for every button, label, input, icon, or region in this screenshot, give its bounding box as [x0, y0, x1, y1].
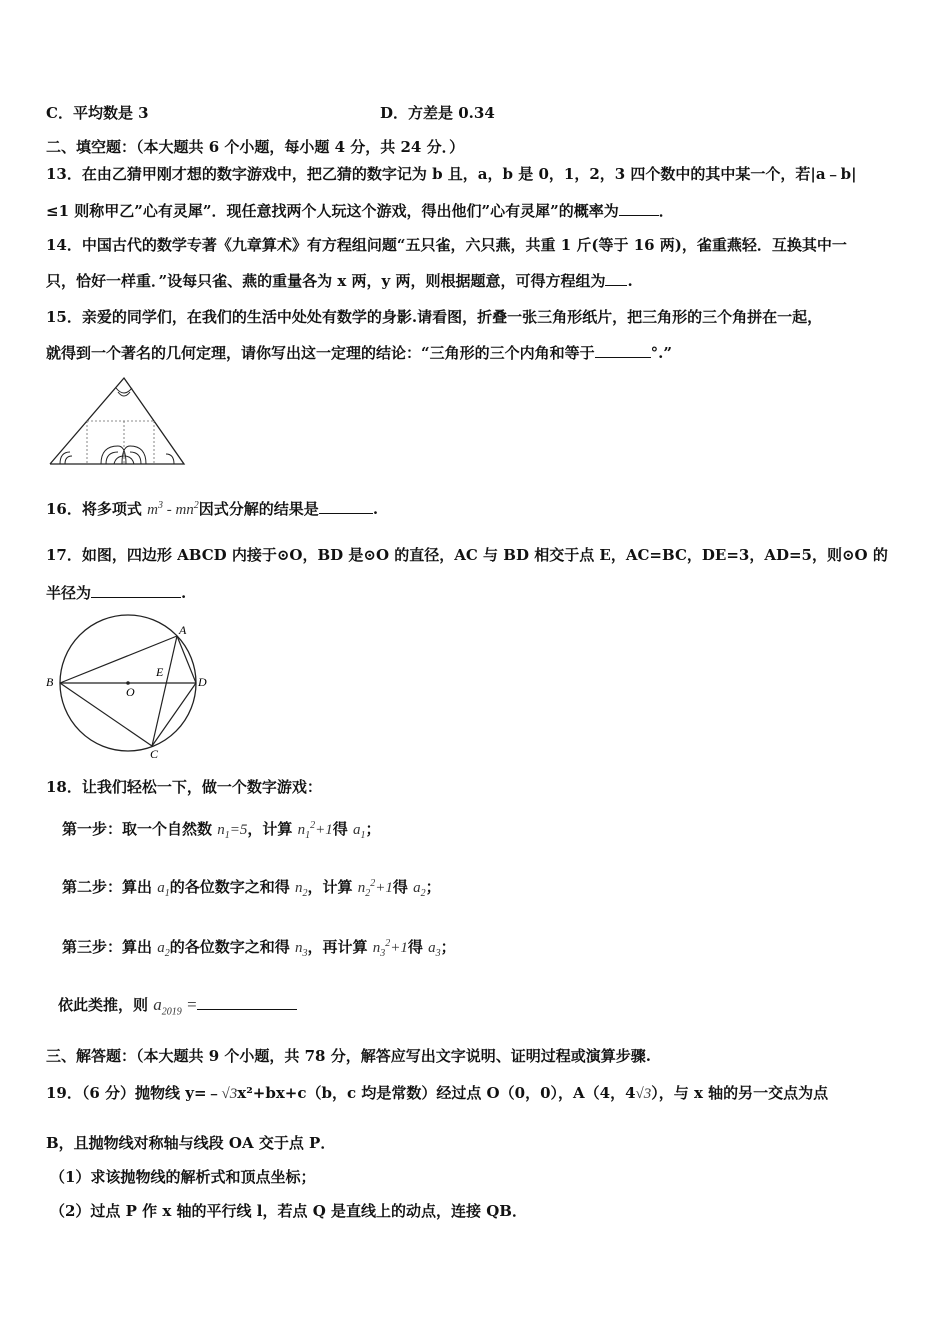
- fold-lines: [87, 421, 154, 464]
- q18-step3: 第三步：算出 $a_2$的各位数字之和得 $n_3$，再计算 $n_3^2+1$得 $a_3$；: [62, 938, 456, 959]
- q18-intro: 18．让我们轻松一下，做一个数字游戏：: [46, 778, 322, 796]
- q17-line2: 半径为 .: [46, 584, 187, 602]
- answer-blank: [595, 343, 651, 358]
- sqrt-3: √3: [221, 1086, 238, 1102]
- label-o: O: [126, 685, 135, 699]
- section-solution-heading: 三、解答题：（本大题共 9 个小题，共 78 分，解答应写出文字说明、证明过程或演算步骤.: [46, 1047, 651, 1065]
- q19-part1: （1）求该抛物线的解析式和顶点坐标；: [50, 1168, 316, 1186]
- q17-line1: 17．如图，四边形 ABCD 内接于⊙O，BD 是⊙O 的直径，AC 与 BD 相交于点 E，AC=BC，DE=3，AD=5，则⊙O 的: [46, 546, 888, 564]
- answer-blank: [319, 499, 373, 514]
- q19-line1: 19．（6 分）抛物线 y=﹣√3x²+bx+c（b，c 均是常数）经过点 O（0，0），A（4，4√3），与 x 轴的另一交点为点: [46, 1084, 829, 1102]
- q13-line2: ≤1 则称甲乙”心有灵犀”．现任意找两个人玩这个游戏，得出他们”心有灵犀”的概率为 ．: [46, 202, 674, 220]
- q16-line: 16．将多项式 $m^3 - mn^2$因式分解的结果是 .: [46, 500, 379, 518]
- q18-step2: 第二步：算出 $a_1$的各位数字之和得 $n_2$，计算 $n_2^2+1$得 $a_2$；: [62, 878, 441, 899]
- option-c: C．平均数是 3: [46, 104, 149, 122]
- label-b: B: [46, 675, 54, 689]
- option-d: D．方差是 0.34: [380, 104, 495, 122]
- q18-final: 依此类推，则 $a_{2019}$ =: [58, 994, 297, 1017]
- q14-line1: 14．中国古代的数学专著《九章算术》有方程组问题“五只雀，六只燕，共重 1 斤(等于 16 两)，雀重燕轻．互换其中一: [46, 236, 847, 254]
- circle-quadrilateral-figure: [40, 612, 220, 762]
- label-e: E: [156, 665, 164, 679]
- q19-line2: B，且抛物线对称轴与线段 OA 交于点 P．: [46, 1134, 336, 1152]
- sqrt-3: √3: [635, 1086, 652, 1102]
- answer-blank: [605, 271, 627, 286]
- label-d: D: [198, 675, 207, 689]
- q18-step1: 第一步：取一个自然数 $n_1=5$，计算 $n_1^2+1$得 $a_1$；: [62, 820, 381, 841]
- q14-line2: 只，恰好一样重．”设每只雀、燕的重量各为 x 两，y 两，则根据题意，可得方程组为 .: [46, 272, 633, 290]
- answer-blank: [197, 995, 297, 1010]
- q15-line2: 就得到一个著名的几何定理，请你写出这一定理的结论：“三角形的三个内角和等于 °.”: [46, 344, 672, 362]
- label-c: C: [150, 747, 159, 761]
- label-a: A: [179, 623, 187, 637]
- section-fill-in-heading: 二、填空题：（本大题共 6 个小题，每小题 4 分，共 24 分．）: [46, 138, 465, 156]
- math-expression: $m^3 - mn^2$: [147, 500, 199, 518]
- q15-line1: 15．亲爱的同学们，在我们的生活中处处有数学的身影.请看图，折叠一张三角形纸片，把三角形的三个角拼在一起，: [46, 308, 823, 326]
- q19-part2: （2）过点 P 作 x 轴的平行线 l，若点 Q 是直线上的动点，连接 QB．: [50, 1202, 527, 1220]
- folded-triangle-figure: [46, 374, 188, 468]
- answer-blank: [619, 201, 659, 216]
- q13-line1: 13．在由乙猜甲刚才想的数字游戏中，把乙猜的数字记为 b 且，a，b 是 0，1，2，3 四个数中的其中某一个，若|a﹣b|: [46, 165, 857, 183]
- answer-blank: [91, 583, 181, 598]
